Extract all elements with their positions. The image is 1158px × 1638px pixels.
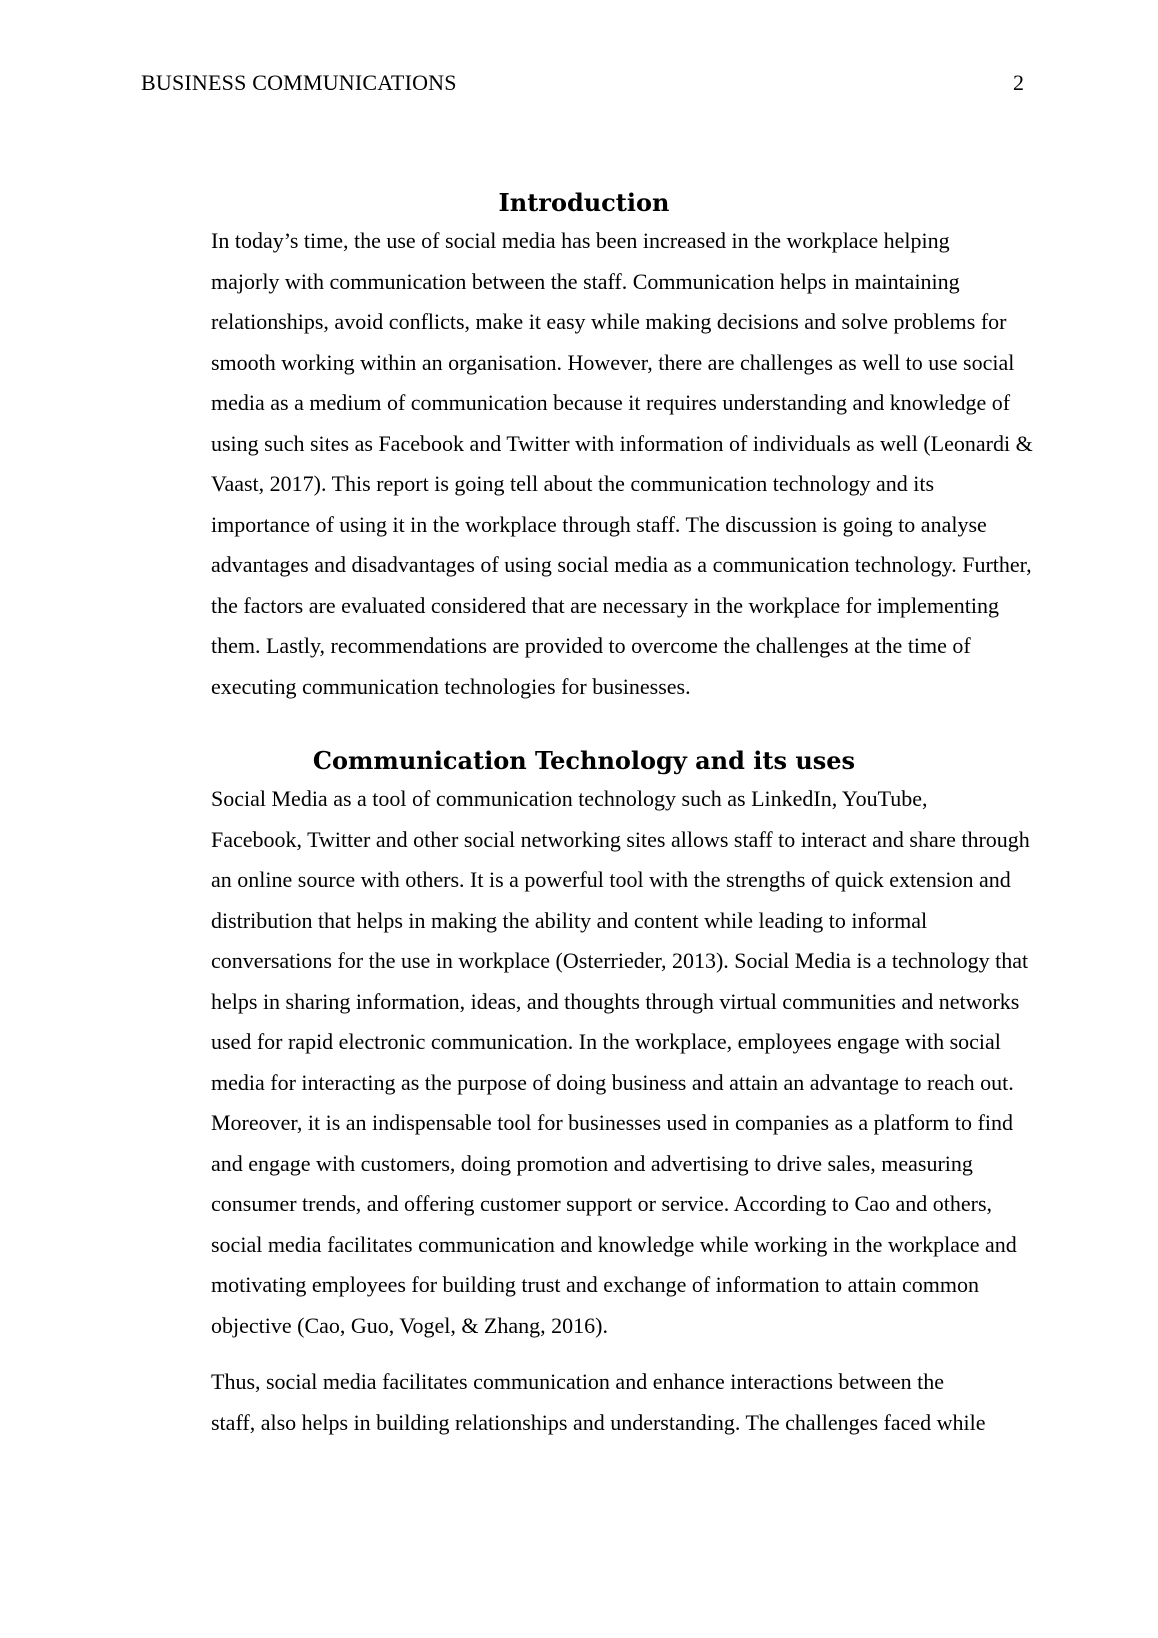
page-number: 2 [1013, 70, 1024, 95]
section-heading: Introduction [498, 188, 670, 217]
text-line: executing communication technologies for businesses. [211, 673, 691, 699]
text-line: consumer trends, and offering customer support or service. According to Cao and others, [211, 1191, 992, 1216]
text-line: media for interacting as the purpose of doing business and attain an advantage to reach out. [211, 1069, 1014, 1095]
running-head: BUSINESS COMMUNICATIONS [141, 70, 457, 95]
text-line: Moreover, it is an indispensable tool for businesses used in companies as a platform to find [211, 1110, 1013, 1135]
section-heading: Communication Technology and its uses [312, 746, 856, 775]
body-column [141, 185, 1033, 1443]
text-line: Facebook, Twitter and other social networking sites allows staff to interact and share through [211, 826, 1030, 852]
section-communication-technology [141, 743, 1030, 1443]
text-line: them. Lastly, recommendations are provided to overcome the challenges at the time of [211, 633, 971, 658]
text-line: Social Media as a tool of communication technology such as LinkedIn, YouTube, [211, 786, 928, 811]
text-line: distribution that helps in making the ability and content while leading to informal [211, 907, 928, 933]
text-line: advantages and disadvantages of using social media as a communication technology. Further, [211, 552, 1032, 577]
text-line: helps in sharing information, ideas, and thoughts through virtual communities and networks [211, 988, 1020, 1014]
text-line: and engage with customers, doing promotion and advertising to drive sales, measuring [211, 1150, 973, 1176]
text-line: an online source with others. It is a powerful tool with the strengths of quick extension and [211, 867, 1011, 892]
paragraph [141, 1362, 1027, 1443]
text-line: importance of using it in the workplace through staff. The discussion is going to analyse [211, 511, 987, 537]
text-line: In today’s time, the use of social media has been increased in the workplace helping [211, 228, 950, 253]
text-line: relationships, avoid conflicts, make it easy while making decisions and solve problems for [211, 309, 1007, 334]
paragraph [141, 221, 1033, 707]
text-line: majorly with communication between the staff. Communication helps in maintaining [211, 268, 960, 294]
section-introduction [141, 185, 1033, 707]
paragraph [141, 779, 1030, 1346]
text-line: staff, also helps in building relationships and understanding. The challenges faced while [211, 1409, 986, 1435]
text-line: media as a medium of communication because it requires understanding and knowledge of [211, 390, 1011, 415]
text-line: used for rapid electronic communication. In the workplace, employees engage with social [211, 1029, 1001, 1054]
text-line: conversations for the use in workplace (Osterrieder, 2013). Social Media is a technology that [211, 948, 1029, 973]
text-line: Thus, social media facilitates communication and enhance interactions between the [211, 1369, 945, 1394]
text-line: social media facilitates communication and knowledge while working in the workplace and [211, 1231, 1017, 1257]
text-line: objective (Cao, Guo, Vogel, & Zhang, 2016). [211, 1312, 608, 1338]
text-line: smooth working within an organisation. However, there are challenges as well to use social [211, 349, 1015, 375]
text-line: motivating employees for building trust and exchange of information to attain common [211, 1272, 979, 1297]
text-line: using such sites as Facebook and Twitter with information of individuals as well (Leonardi & [211, 430, 1033, 456]
text-line: the factors are evaluated considered that are necessary in the workplace for implementing [211, 592, 999, 618]
text-line: Vaast, 2017). This report is going tell about the communication technology and its [211, 471, 935, 496]
